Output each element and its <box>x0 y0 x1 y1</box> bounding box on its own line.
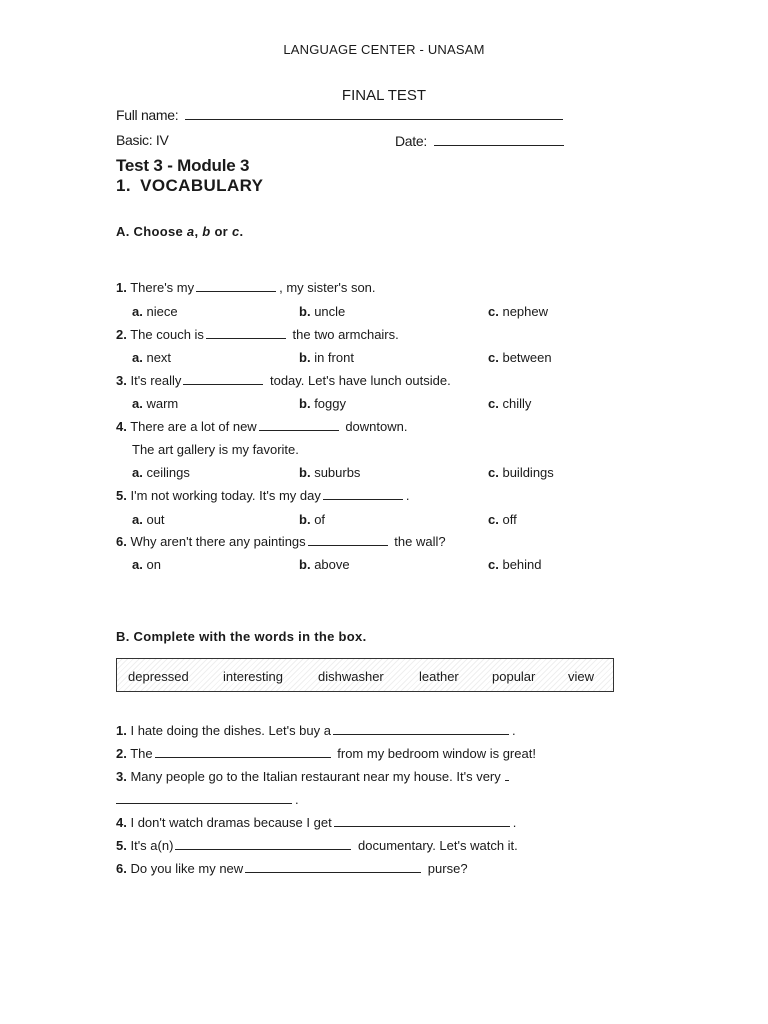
question-text-end: today. Let's have lunch outside. <box>266 373 451 388</box>
question-2 <box>116 327 399 342</box>
sentence-text: Do you like my new <box>130 861 244 876</box>
question-text: There are a lot of new <box>130 419 257 434</box>
answer-blank[interactable] <box>155 746 331 758</box>
option-text: next <box>146 350 172 365</box>
word-box-item: interesting <box>223 669 283 684</box>
date-line[interactable] <box>434 132 564 146</box>
option-text: ceilings <box>146 465 190 480</box>
sentence-text-end: . <box>295 792 299 807</box>
sentence-3-line2 <box>116 792 299 807</box>
question-number: 3. <box>116 373 127 388</box>
question-text-end: , my sister's son. <box>279 280 376 295</box>
question-number: 2. <box>116 327 127 342</box>
option-a[interactable] <box>132 557 161 572</box>
option-text: out <box>146 512 165 527</box>
basic-level: Basic: IV <box>116 132 169 148</box>
sentence-text-end: from my bedroom window is great! <box>333 746 536 761</box>
option-label: c. <box>488 557 499 572</box>
question-number: 4. <box>116 419 127 434</box>
option-text: in front <box>314 350 354 365</box>
part-a-instruction <box>116 224 243 239</box>
option-b[interactable] <box>299 304 345 319</box>
option-text: uncle <box>314 304 346 319</box>
option-text: buildings <box>502 465 554 480</box>
part-a-end: . <box>239 224 244 239</box>
option-c[interactable] <box>488 304 548 319</box>
question-text: There's my <box>130 280 195 295</box>
option-label: c. <box>488 512 499 527</box>
option-text: above <box>314 557 350 572</box>
option-label: b. <box>299 512 311 527</box>
sentence-text: It's a(n) <box>130 838 174 853</box>
sentence-6 <box>116 861 468 876</box>
question-number: 1. <box>116 280 127 295</box>
word-box-item: leather <box>419 669 459 684</box>
question-text: The couch is <box>130 327 204 342</box>
option-label: b. <box>299 557 311 572</box>
option-a[interactable] <box>132 304 178 319</box>
question-text: Why aren't there any paintings <box>130 534 306 549</box>
question-6 <box>116 534 446 549</box>
option-label: b. <box>299 465 311 480</box>
option-label: a. <box>132 465 143 480</box>
institution-header: LANGUAGE CENTER - UNASAM <box>283 42 485 57</box>
full-name-label: Full name: <box>116 107 179 123</box>
sentence-text-end: documentary. Let's watch it. <box>354 838 518 853</box>
answer-blank[interactable] <box>259 419 339 431</box>
part-b-instruction <box>116 629 367 644</box>
option-label: b. <box>299 304 311 319</box>
sentence-number: 1. <box>116 723 127 738</box>
full-name-field <box>116 106 563 123</box>
sentence-text: Many people go to the Italian restaurant near my house. It's very <box>130 769 501 784</box>
answer-blank[interactable] <box>333 723 509 735</box>
sentence-text: The <box>130 746 153 761</box>
date-field <box>395 132 564 149</box>
option-a[interactable] <box>132 512 165 527</box>
option-text: nephew <box>502 304 549 319</box>
question-text: I'm not working today. It's my day <box>130 488 321 503</box>
sentence-5 <box>116 838 518 853</box>
answer-blank[interactable] <box>196 280 276 292</box>
part-a-b: b <box>202 224 211 239</box>
option-b[interactable] <box>299 512 325 527</box>
question-3 <box>116 373 451 388</box>
sentence-text-end: . <box>512 815 517 830</box>
sentence-2 <box>116 746 536 761</box>
option-b[interactable] <box>299 557 350 572</box>
option-text: of <box>314 512 326 527</box>
sentence-4 <box>116 815 516 830</box>
test-heading: Test 3 - Module 3 <box>116 156 250 175</box>
sentence-3 <box>116 769 509 784</box>
word-box-item: dishwasher <box>318 669 384 684</box>
question-4-line2: The art gallery is my favorite. <box>132 442 299 457</box>
option-text: behind <box>502 557 542 572</box>
part-a-text: Choose <box>133 224 187 239</box>
option-label: a. <box>132 396 143 411</box>
option-c[interactable] <box>488 350 552 365</box>
option-label: c. <box>488 396 499 411</box>
page-title: FINAL TEST <box>341 87 427 104</box>
word-box-item: popular <box>492 669 536 684</box>
option-label: b. <box>299 396 311 411</box>
part-a-sep2: or <box>210 224 232 239</box>
question-number: 5. <box>116 488 127 503</box>
question-number: 6. <box>116 534 127 549</box>
option-label: a. <box>132 557 143 572</box>
part-a-sep1: , <box>194 224 203 239</box>
option-text: foggy <box>314 396 346 411</box>
option-label: c. <box>488 304 499 319</box>
option-text: off <box>502 512 517 527</box>
question-text: It's really <box>130 373 182 388</box>
sentence-number: 5. <box>116 838 127 853</box>
option-c[interactable] <box>488 396 531 411</box>
section-heading <box>116 176 263 196</box>
question-4 <box>116 419 407 434</box>
option-label: a. <box>132 304 143 319</box>
option-c[interactable] <box>488 512 517 527</box>
answer-blank[interactable] <box>183 373 263 385</box>
option-label: a. <box>132 512 143 527</box>
sentence-text: I hate doing the dishes. Let's buy a <box>130 723 331 738</box>
question-text-end: the two armchairs. <box>288 327 399 342</box>
question-5 <box>116 488 410 503</box>
question-1 <box>116 280 376 295</box>
sentence-1 <box>116 723 516 738</box>
answer-blank[interactable] <box>323 488 403 500</box>
blank-start <box>505 769 509 781</box>
option-b[interactable] <box>299 350 354 365</box>
option-c[interactable] <box>488 465 554 480</box>
question-text-end: . <box>405 488 410 503</box>
sentence-number: 6. <box>116 861 127 876</box>
answer-blank[interactable] <box>308 534 388 546</box>
answer-blank[interactable] <box>175 838 351 850</box>
option-text: niece <box>146 304 178 319</box>
option-a[interactable] <box>132 350 171 365</box>
word-box-item: view <box>568 669 595 684</box>
part-a-letter: A. <box>116 224 130 239</box>
part-a-c: c <box>231 224 240 239</box>
date-label: Date: <box>395 133 427 149</box>
sentence-text-end: purse? <box>424 861 468 876</box>
answer-blank[interactable] <box>116 792 292 804</box>
option-text: chilly <box>502 396 532 411</box>
sentence-number: 3. <box>116 769 127 784</box>
answer-blank[interactable] <box>206 327 286 339</box>
part-b-letter: B. <box>116 629 130 644</box>
option-a[interactable] <box>132 396 178 411</box>
option-label: c. <box>488 350 499 365</box>
question-text-end: the wall? <box>390 534 446 549</box>
option-label: b. <box>299 350 311 365</box>
option-text: warm <box>146 396 179 411</box>
word-box-item: depressed <box>128 669 189 684</box>
sentence-text-end: . <box>511 723 516 738</box>
question-text-end: downtown. <box>341 419 408 434</box>
word-box <box>116 658 614 692</box>
option-a[interactable] <box>132 465 190 480</box>
option-text: suburbs <box>314 465 361 480</box>
option-b[interactable] <box>299 465 360 480</box>
sentence-number: 2. <box>116 746 127 761</box>
option-label: c. <box>488 465 499 480</box>
part-b-text: Complete with the words in the box. <box>133 629 367 644</box>
answer-blank[interactable] <box>245 861 421 873</box>
section-number: 1. <box>116 176 131 195</box>
sentence-text: I don't watch dramas because I get <box>130 815 332 830</box>
option-c[interactable] <box>488 557 542 572</box>
option-label: a. <box>132 350 143 365</box>
option-text: between <box>502 350 552 365</box>
option-b[interactable] <box>299 396 346 411</box>
section-title: VOCABULARY <box>140 176 264 195</box>
full-name-line[interactable] <box>185 106 563 120</box>
part-a-a: a <box>186 224 195 239</box>
option-text: on <box>146 557 161 572</box>
sentence-number: 4. <box>116 815 127 830</box>
answer-blank[interactable] <box>334 815 510 827</box>
